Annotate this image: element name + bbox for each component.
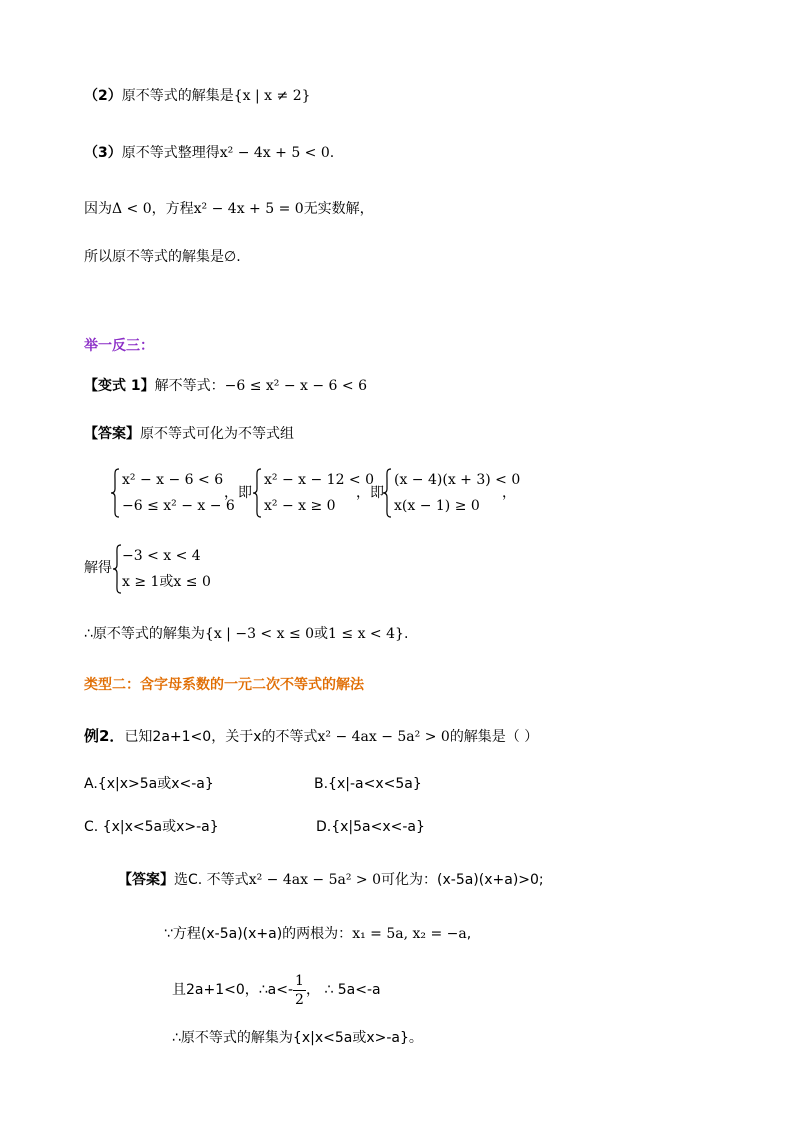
delta-line: 因为Δ < 0，方程x² − 4x + 5 = 0无实数解， xyxy=(84,201,374,217)
separator-2: ，即 xyxy=(356,485,384,501)
answer-1-line: 【答案】原不等式可化为不等式组 xyxy=(84,426,294,442)
answer-2-label: 【答案】 xyxy=(118,872,174,888)
example-2-line: 例2．已知2a+1<0，关于x的不等式x² − 4ax − 5a² > 0的解集是（ ） xyxy=(84,727,539,745)
answer-label: 【答案】 xyxy=(84,426,140,442)
solution-3-text: 原不等式整理得 xyxy=(121,145,220,161)
answer-2-line-2: ∵方程(x-5a)(x+a)的两根为：x₁ = 5a, x₂ = −a, xyxy=(164,926,472,942)
example-2-label: 例2． xyxy=(84,727,125,745)
roots: x₁ = 5a, x₂ = −a xyxy=(352,926,467,942)
option-c: C. {x|x<5a或x>-a} xyxy=(84,819,219,835)
solve-label: 解得 xyxy=(84,560,112,576)
separator-1: ，即 xyxy=(224,485,252,501)
type-2-heading: 类型二：含字母系数的一元二次不等式的解法 xyxy=(84,677,364,693)
variant-inequality: −6 ≤ x² − x − 6 < 6 xyxy=(224,378,368,394)
equation: x² − 4x + 5 = 0 xyxy=(193,201,304,217)
variant-label: 【变式 1】 xyxy=(84,378,155,394)
system-2-row-2: x² − x ≥ 0 xyxy=(264,498,336,514)
option-a: A.{x|x>5a或x<-a} xyxy=(84,776,214,792)
system-tail: ， xyxy=(502,485,516,501)
solution-2-number: （2） xyxy=(84,88,122,104)
solution-row-1: −3 < x < 4 xyxy=(122,548,201,564)
result-set: {x | −3 < x ≤ 0或1 ≤ x < 4} xyxy=(204,626,404,642)
empty-set-symbol: ∅ xyxy=(224,249,237,265)
empty-set-line: 所以原不等式的解集是∅. xyxy=(84,249,241,265)
delta-condition: Δ < 0 xyxy=(112,201,152,217)
solution-3-number: （3） xyxy=(84,145,122,161)
fraction-one-half: $\frac{1}{2}$ xyxy=(295,972,304,1008)
answer-2-line-1: 【答案】选C. 不等式x² − 4ax − 5a² > 0可化为：(x-5a)(x+a)>0; xyxy=(118,872,544,888)
solution-system xyxy=(112,544,222,594)
system-2-row-1: x² − x − 12 < 0 xyxy=(264,472,375,488)
inequality-system-1 xyxy=(110,468,235,518)
left-brace-icon xyxy=(382,468,392,518)
solution-3-line: （3）原不等式整理得x² − 4x + 5 < 0. xyxy=(84,145,335,161)
variant-1-line: 【变式 1】解不等式：−6 ≤ x² − x − 6 < 6 xyxy=(84,378,368,394)
system-3-row-1: (x − 4)(x + 3) < 0 xyxy=(394,472,521,488)
solution-2-text: 原不等式的解集是 xyxy=(121,88,234,104)
inequality-system-2 xyxy=(252,468,375,518)
option-d: D.{x|5a<x<-a} xyxy=(316,819,425,835)
left-brace-icon xyxy=(110,468,120,518)
section-heading: 举一反三： xyxy=(84,338,154,354)
solution-row-2: x ≥ 1或x ≤ 0 xyxy=(122,574,211,590)
system-1-row-1: x² − x − 6 < 6 xyxy=(122,472,224,488)
example-2-inequality: x² − 4ax − 5a² > 0 xyxy=(317,729,450,745)
left-brace-icon xyxy=(112,544,122,594)
solution-2-set: {x | x ≠ 2} xyxy=(233,88,311,104)
option-b: B.{x|-a<x<5a} xyxy=(314,776,422,792)
left-brace-icon xyxy=(252,468,262,518)
answer-2-line-3: 且2a+1<0，∴a<- $\frac{1}{2}$ ， ∴ 5a<-a xyxy=(172,972,381,1008)
inequality-system-3 xyxy=(382,468,521,518)
solution-2-line xyxy=(84,86,311,106)
solution-3-inequality: x² − 4x + 5 < 0 xyxy=(219,145,330,161)
answer-2-line-4: ∴原不等式的解集为{x|x<5a或x>-a}。 xyxy=(172,1030,423,1046)
result-line: ∴原不等式的解集为{x | −3 < x ≤ 0或1 ≤ x < 4}. xyxy=(84,626,409,642)
system-3-row-2: x(x − 1) ≥ 0 xyxy=(394,498,480,514)
answer-2-inequality: x² − 4ax − 5a² > 0 xyxy=(248,872,382,888)
system-1-row-2: −6 ≤ x² − x − 6 xyxy=(122,498,235,514)
